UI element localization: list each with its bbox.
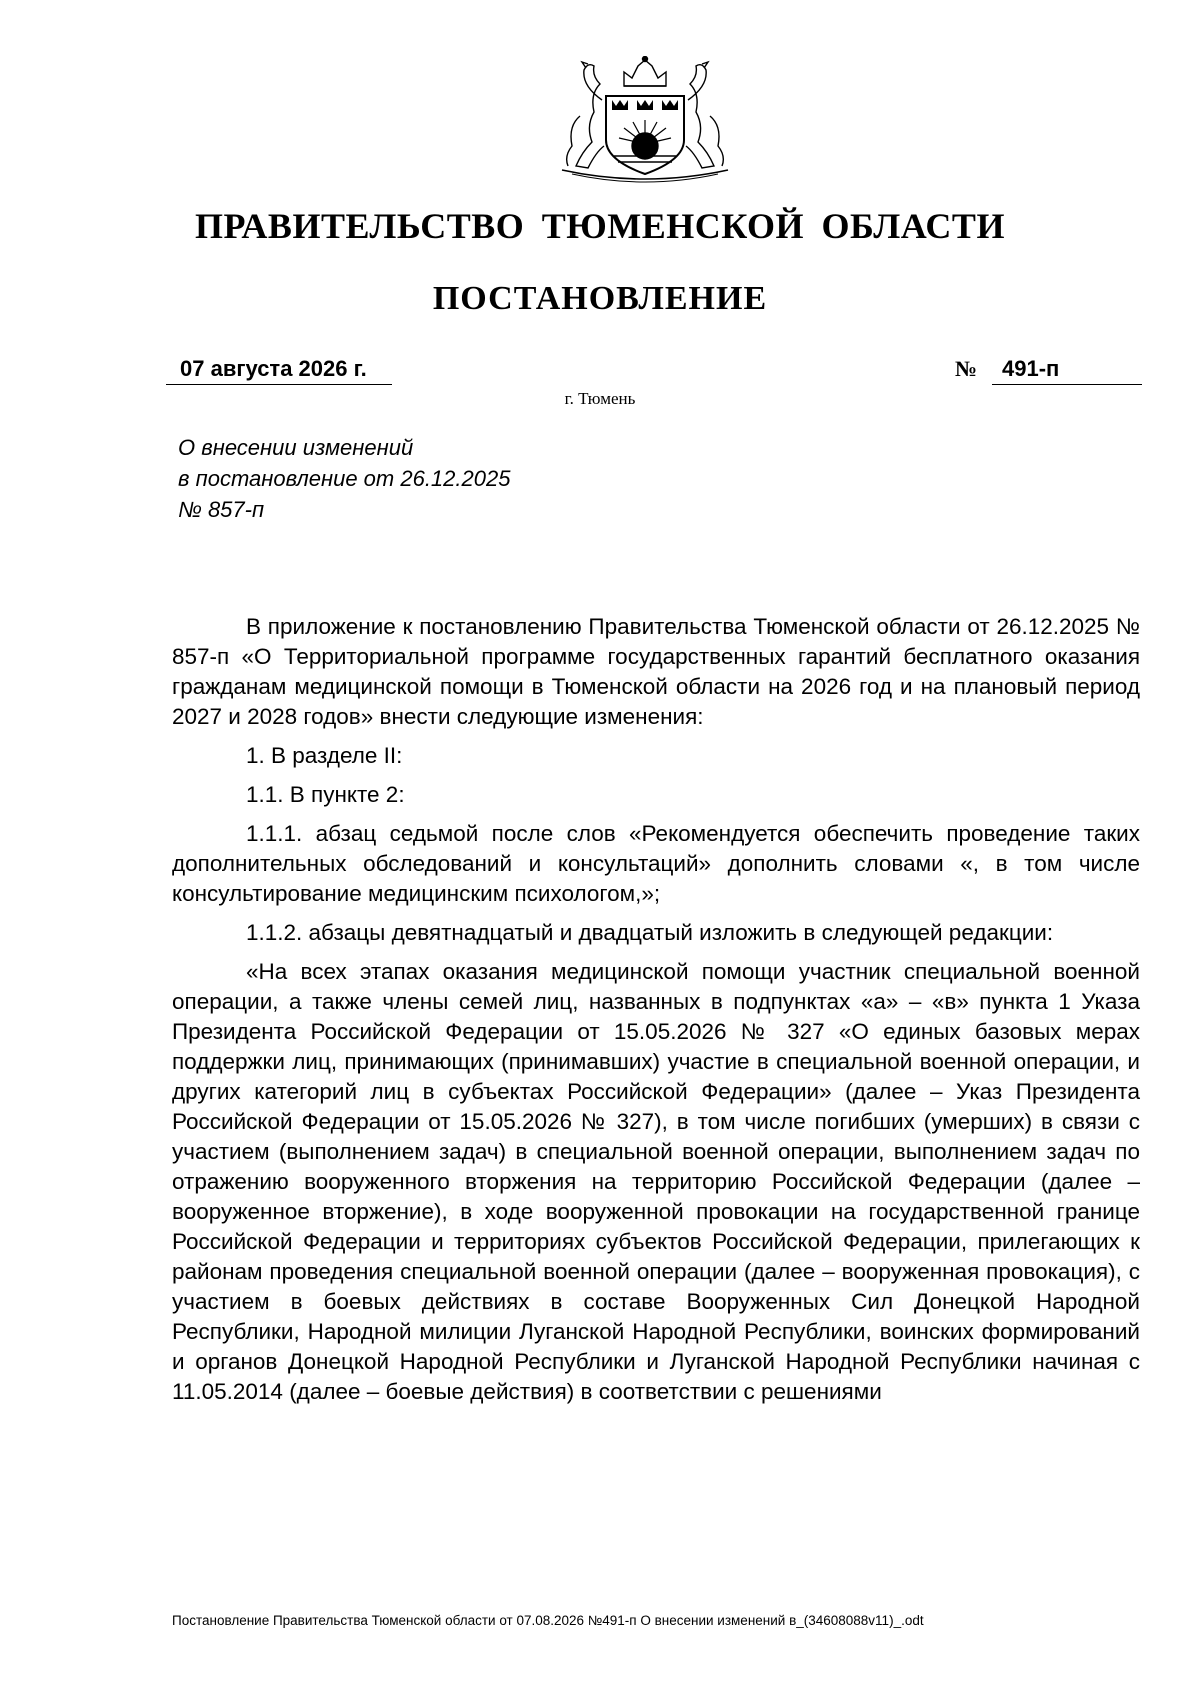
document-type-title: ПОСТАНОВЛЕНИЕ (432, 280, 768, 317)
body-paragraph: «На всех этапах оказания медицинской помощи участник специальной военной операции, а также члены семей лиц, названных в подпунктах «а» – «в» пункта 1 Указа Президента Российской Федерации от 15.05.2026 № 327 «О единых базовых мерах поддержки лиц, принимающих (принимавших) участие в специальной военной операции, и других категорий лиц в субъектах Российской Федерации» (далее – Указ Президента Российской Федерации от 15.05.2026 № 327), в том числе погибших (умерших) в связи с участием (выполнением задач) в специальной военной операции, выполнением задач по отражению вооруженного вторжения на территорию Российской Федерации (далее – вооруженное вторжение), в ходе вооруженной провокации на государственной границе Российской Федерации и территориях субъектов Российской Федерации, прилегающих к районам проведения специальной военной операции (далее – вооруженная провокация), с участием в боевых действиях в составе Вооруженных Сил Донецкой Народной Республики, Народной милиции Луганской Народной Республики, воинских формирований и органов Донецкой Народной Республики и Луганской Народной Республики начиная с 11.05.2014 (далее – боевые действия) в соответствии с решениями (172, 959, 1140, 1404)
document-number: 491-п (1002, 356, 1060, 381)
document-subject (178, 432, 510, 525)
document-body (172, 612, 1140, 1407)
body-paragraph: 1. В разделе II: (246, 743, 403, 768)
subject-line: О внесении изменений (178, 435, 414, 460)
city-label: г. Тюмень (564, 389, 636, 408)
organization-title: ПРАВИТЕЛЬСТВО ТЮМЕНСКОЙ ОБЛАСТИ (195, 206, 1005, 246)
body-paragraph: 1.1.1. абзац седьмой после слов «Рекомендуется обеспечить проведение таких дополнительных обследований и консультаций» дополнить словами «, в том числе консультирование медицинским психологом,»; (172, 821, 1140, 906)
subject-line: № 857-п (178, 497, 265, 522)
number-sign: № (955, 356, 978, 381)
body-paragraph: 1.1.2. абзацы девятнадцатый и двадцатый изложить в следующей редакции: (246, 920, 1054, 945)
body-paragraph: 1.1. В пункте 2: (246, 782, 405, 807)
subject-line: в постановление от 26.12.2025 (178, 466, 511, 491)
document-date: 07 августа 2026 г. (180, 356, 367, 381)
coat-of-arms-emblem (542, 56, 748, 184)
page-footer: Постановление Правительства Тюменской области от 07.08.2026 №491-п О внесении изменений в_(34608088v11)_.odt (172, 1613, 924, 1628)
body-paragraph: В приложение к постановлению Правительства Тюменской области от 26.12.2025 № 857-п «О Территориальной программе государственных гарантий бесплатного оказания гражданам медицинской помощи в Тюменской области на 2026 год и на плановый период 2027 и 2028 годов» внести следующие изменения: (172, 614, 1140, 729)
